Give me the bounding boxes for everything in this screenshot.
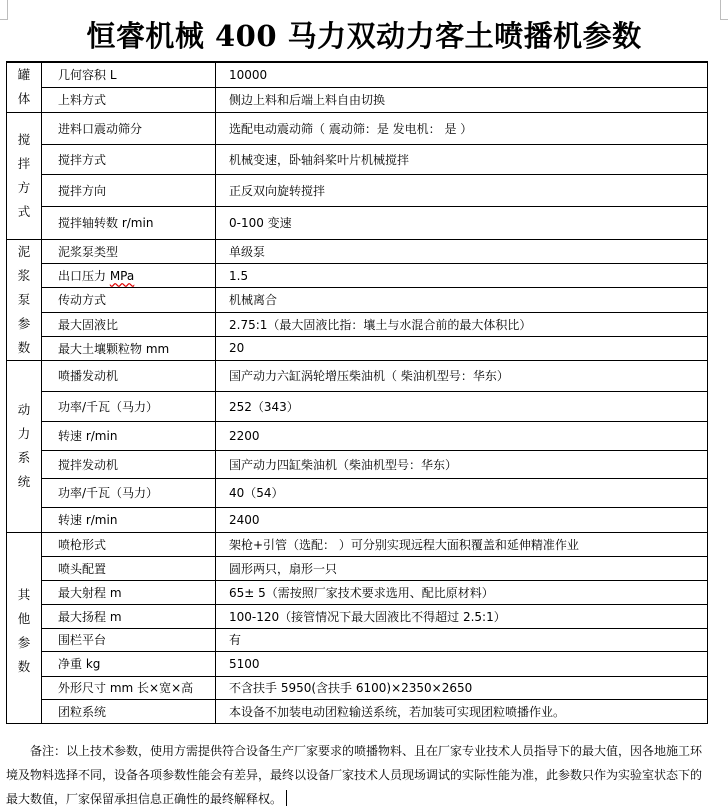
param-name: 搅拌方式 [42,144,216,174]
param-name: 围栏平台 [42,628,216,651]
param-value: 圆形两只，扇形一只 [216,556,708,580]
category-char: 他 [17,610,31,626]
table-row [7,507,708,532]
category-char: 力 [17,426,31,441]
param-value: 2.75:1（最大固液比指：壤土与水混合前的最大体积比） [216,312,708,336]
table-row [7,478,708,507]
category-char: 参 [17,315,31,331]
param-name: 转速 r/min [42,421,216,450]
category-cell [7,62,42,112]
category-char: 其 [17,586,31,602]
param-name: 上料方式 [42,87,216,112]
param-value: 国产动力六缸涡轮增压柴油机（ 柴油机型号：华东） [216,360,708,391]
category-cell [7,532,42,723]
category-char: 罐 [17,67,31,83]
param-value: 机械离合 [216,288,708,312]
param-value: 40（54） [216,478,708,507]
param-value: 单级泵 [216,239,708,263]
param-name: 最大固液比 [42,312,216,336]
param-value: 本设备不加装电动团粒输送系统，若加装可实现团粒喷播作业。 [216,699,708,723]
param-value: 架枪+引管（选配： ）可分别实现远程大面积覆盖和延伸精准作业 [216,532,708,556]
param-name: 传动方式 [42,288,216,312]
table-row [7,144,708,174]
table-row [7,699,708,723]
param-name: 团粒系统 [42,699,216,723]
spec-table [6,61,708,724]
table-row [7,312,708,336]
category-char: 方 [17,179,31,195]
category-char: 动 [17,402,31,417]
param-name: 出口压力 MPa [42,263,216,287]
table-row [7,604,708,628]
param-name: 搅拌发动机 [42,450,216,478]
table-row [7,651,708,676]
param-name: 进料口震动筛分 [42,112,216,144]
text-cursor [286,790,287,806]
param-name: 几何容积 L [42,62,216,87]
category-char: 搅 [17,131,31,147]
category-cell [7,112,42,239]
table-row [7,360,708,391]
table-row [7,87,708,112]
table-row [7,337,708,360]
param-value: 正反双向旋转搅拌 [216,174,708,206]
param-value: 2200 [216,421,708,450]
param-name: 最大扬程 m [42,604,216,628]
table-row [7,391,708,421]
param-name: 喷枪形式 [42,532,216,556]
category-char: 式 [17,203,31,219]
table-row [7,112,708,144]
table-row [7,676,708,699]
category-char: 体 [17,91,31,107]
table-row [7,206,708,239]
param-name: 功率/千瓦（马力） [42,478,216,507]
category-char: 系 [17,450,31,465]
spellcheck-mark: MPa [109,269,135,284]
category-char: 泵 [17,291,31,307]
param-name: 搅拌轴转数 r/min [42,206,216,239]
param-value: 有 [216,628,708,651]
table-row [7,532,708,556]
category-char: 浆 [17,267,31,283]
param-value: 10000 [216,62,708,87]
param-name: 喷头配置 [42,556,216,580]
table-row [7,263,708,287]
param-name: 泥浆泵类型 [42,239,216,263]
remark-text: 备注：以上技术参数，使用方需提供符合设备生产厂家要求的喷播物料、且在厂家专业技术人员指导下的最大值，因各地施工环境及物料选择不同，设备各项参数性能会有差异，最终以设备厂家技术人员现场调试的实际性能为准，此参数只作为实验室状态下的最大数值，厂家保留承担信息正确性的最终解释权。 [6,744,703,806]
category-char: 数 [17,339,31,355]
table-row [7,580,708,604]
category-char: 数 [17,658,31,674]
param-name: 喷播发动机 [42,360,216,391]
remark-note[interactable] [6,739,706,811]
category-char: 统 [17,474,31,489]
param-value: 国产动力四缸柴油机（柴油机型号：华东） [216,450,708,478]
category-char: 参 [17,634,31,650]
param-value: 机械变速，卧轴斜桨叶片机械搅拌 [216,144,708,174]
param-name: 搅拌方向 [42,174,216,206]
param-value: 0-100 变速 [216,206,708,239]
category-cell [7,360,42,532]
document-title: 恒睿机械 400 马力双动力客土喷播机参数 [86,19,642,53]
table-row [7,421,708,450]
table-row [7,174,708,206]
param-name: 最大土壤颗粒物 mm [42,337,216,360]
table-row [7,288,708,312]
param-value: 不含扶手 5950(含扶手 6100)×2350×2650 [216,676,708,699]
table-row [7,62,708,87]
param-name: 净重 kg [42,651,216,676]
param-value: 侧边上料和后端上料自由切换 [216,87,708,112]
table-row [7,628,708,651]
param-name: 转速 r/min [42,507,216,532]
param-value: 65± 5（需按照厂家技术要求选用、配比原材料） [216,580,708,604]
param-name: 功率/千瓦（马力） [42,391,216,421]
category-cell [7,239,42,360]
param-value: 100-120（接管情况下最大固液比不得超过 2.5:1） [216,604,708,628]
param-value: 5100 [216,651,708,676]
category-char: 泥 [17,243,31,259]
param-value: 2400 [216,507,708,532]
param-value: 选配电动震动筛（ 震动筛：是 发电机： 是 ） [216,112,708,144]
table-row [7,450,708,478]
param-value: 1.5 [216,263,708,287]
table-row [7,556,708,580]
category-char: 拌 [17,155,31,171]
param-name: 最大射程 m [42,580,216,604]
table-row [7,239,708,263]
param-name: 外形尺寸 mm 长×宽×高 [42,676,216,699]
param-value: 252（343） [216,391,708,421]
param-value: 20 [216,337,708,360]
